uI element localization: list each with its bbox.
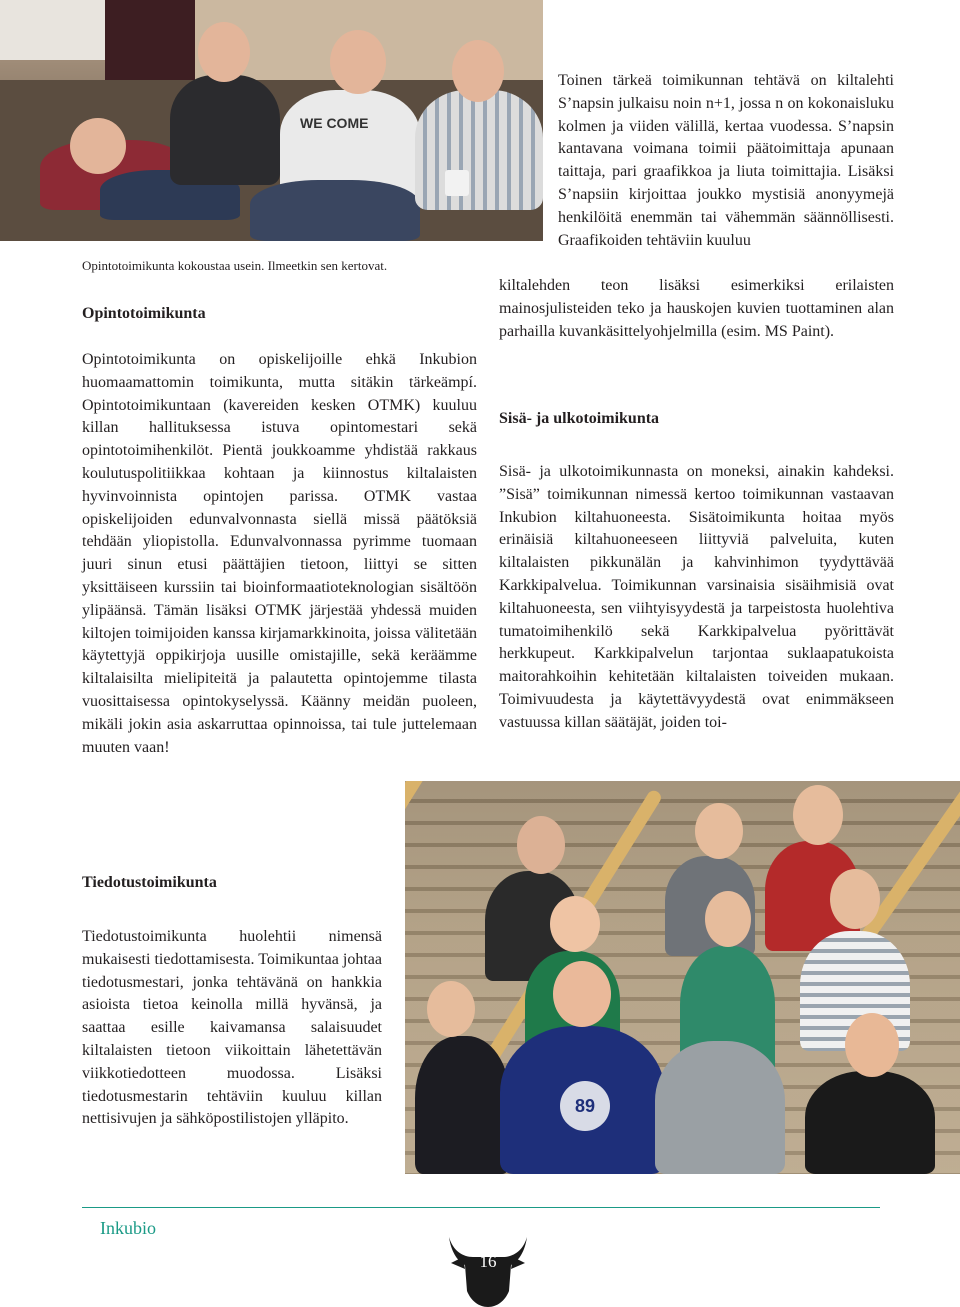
group-photo (405, 781, 960, 1174)
meeting-photo (0, 0, 543, 241)
right-intro-body: Toinen tärkeä toimikunnan tehtävä on kiltalehti S’napsin julkaisu noin n+1, jossa n on kokonaisluku kolmen ja viiden välillä, kertaa vuodessa. S’napsin kantavana voimana toimii päätoimittaja apunaan taittaja, pari graafikkoa ja liuta toimittajia. Lisäksi S’napsiin kirjoittaa joukko mystisiä anonyymejä henkilöitä enemmän tai vähemmän säännöllisesti. Graafikoiden tehtäviin kuuluu (558, 72, 894, 249)
shirt-number: 89 (560, 1081, 610, 1131)
tiedotus-body: Tiedotustoimikunta huolehtii nimensä mukaisesti tiedottamisesta. Toimikuntaa johtaa tiedotusmestari, jonka tehtävänä on hankkia asioista tietoa keinolla millä hyvänsä, ja saattaa esille kaivamansa salaisuudet kiltalaisten tietoon viikoittain lähetettävän viikkotiedotteen muodossa. Lisäksi tiedotusmestarin tehtäviin kuuluu killan nettisivujen ja sähköpostilistojen ylläpito. (82, 928, 382, 1128)
photo-caption: Opintotoimikunta kokoustaa usein. Ilmeetkin sen kertovat. (82, 258, 388, 273)
section-heading-sisa: Sisä- ja ulkotoimikunta (499, 410, 660, 427)
footer-divider (82, 1207, 880, 1208)
shirt-text: WE COME (300, 115, 369, 131)
right-intro-continued: kiltalehden teon lisäksi esimerkiksi erilaisten mainosjulisteiden teko ja hauskojen kuvien tuottaminen alan parhailla kuvankäsittelyohjelmilla (esim. MS Paint). (499, 277, 894, 340)
section-heading-opinto: Opintotoimikunta (82, 305, 206, 322)
page-number: 16 (479, 1252, 497, 1271)
footer-title: Inkubio (100, 1218, 156, 1238)
sisa-body: Sisä- ja ulkotoimikunnasta on moneksi, ainakin kahdeksi. ”Sisä” toimikunnan nimessä kertoo toimikunnan vastaavan Inkubion kiltahuoneesta. Sisätoimikunta hoitaa myös erinäisiä kiltahuoneeseen liittyviä palveluita, kuten kiltalaisten pikkunälän ja kahvinhimon tyydyttävää Karkkipalvelua. Toimikunnan varsinaisia sisäihmisiä ovat kiltahuoneesta, sen viihtyisyydestä ja tarpeistosta huolehtiva tumatoimihenkilö sekä Karkkipalvelua pyörittävät herkkupeut. Karkkipalvelun tarjontaa suklaapatukoista maitorahkoihin kehitetään kiltalaisten toiveiden mukaan. Toimivuudesta ja käytettävyydestä ovat enimmäkseen vastuussa killan säätäjät, joiden toi- (499, 463, 894, 731)
opinto-body: Opintotoimikunta on opiskelijoille ehkä Inkubion huomaamattomin toimikunta, mutta sitäkin tärkeämpí. Opintotoimikuntaan (kavereiden kesken OTMK) kuuluu killan hallituksessa istuva opintomestari sekä opintotoimihenkilöt. Pientä joukkoamme yhdistää rakkaus koulutuspolitiikkaa kohtaan ja kiinnostus kiltalaisten hyvinvoinnista opintojen parissa. OTMK vastaa opiskelijoiden edunvalvonnasta siellä missä päätöksiä tehdään yliopistolla. Edunvalvonnassa pyrimme tuomaan juuri sinun etusi päättäjien tietoon, liittyi se sitten yksittäiseen kurssiin tai bioinformaatioteknologian sisältöön ylipäänsä. Tämän lisäksi OTMK järjestää yhdessä muiden kiltojen toimijoiden kanssa kirjamarkkinoita, joissa välitetään käytettyjä oppikirjoja uusille omistajille, sekä keräämme kiltalaisilta mielipiteitä ja palautetta opintojemme tilasta vuosittaisessa opintokyselyssä. Käänny meidän puoleen, mikäli jokin asia askarruttaa opinnoissa, tai tule juttelemaan muuten vaan! (82, 351, 477, 756)
section-heading-tiedotus: Tiedotustoimikunta (82, 874, 217, 891)
